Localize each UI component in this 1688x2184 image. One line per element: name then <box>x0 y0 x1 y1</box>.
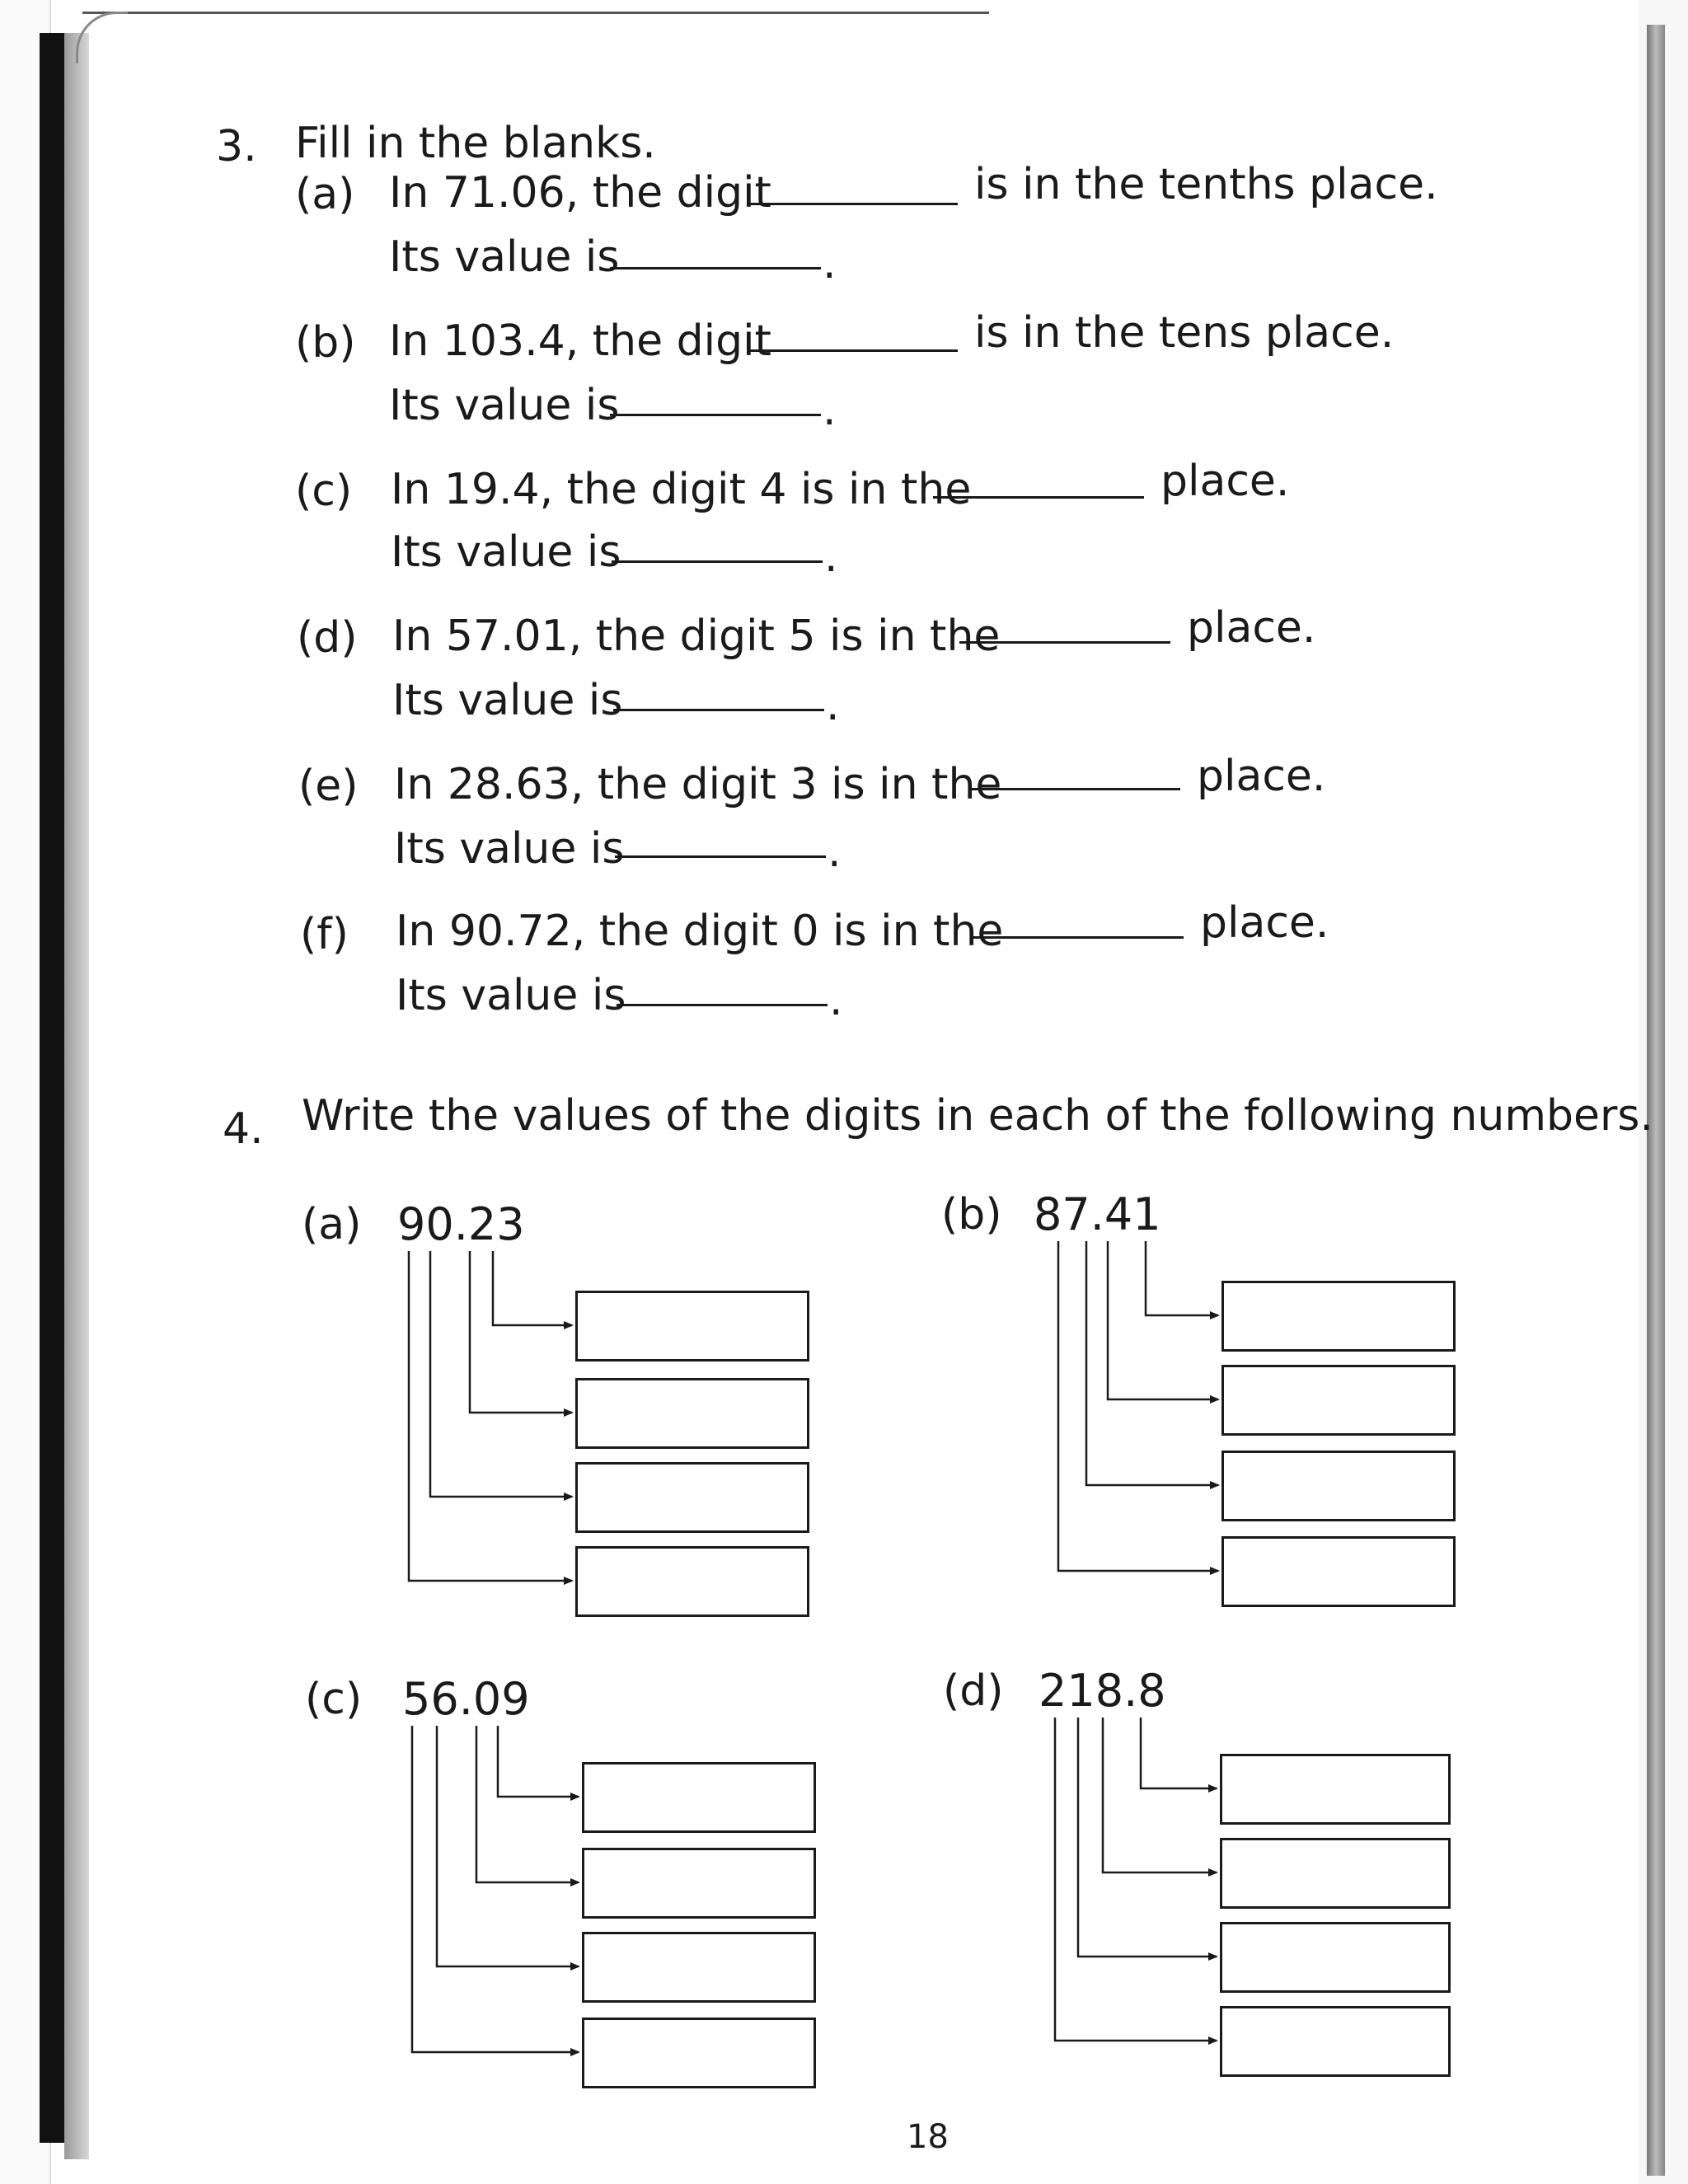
q3e-text-end: place. <box>1197 752 1326 801</box>
q3a-value-label: Its value is <box>389 232 620 282</box>
q3b-text: In 103.4, the digit <box>389 316 771 366</box>
q3d-label: (d) <box>297 613 358 663</box>
q4a-answer-box-4[interactable] <box>575 1546 809 1617</box>
q3d-place-blank[interactable] <box>959 641 1170 644</box>
q4b-answer-box-1[interactable] <box>1221 1281 1456 1352</box>
q4d-answer-box-3[interactable] <box>1220 1922 1451 1993</box>
q3c-label: (c) <box>295 466 353 516</box>
q3d-period: . <box>826 681 840 730</box>
q4d-answer-box-4[interactable] <box>1220 2006 1451 2077</box>
q4b-label: (b) <box>941 1190 1002 1240</box>
q4d-answer-box-1[interactable] <box>1220 1754 1451 1825</box>
q4c-number: 56.09 <box>402 1673 530 1725</box>
q4a-number: 90.23 <box>397 1198 525 1250</box>
q3a-digit-blank[interactable] <box>747 203 958 205</box>
q3c-text: In 19.4, the digit 4 is in the <box>391 465 972 514</box>
scan-top-edge <box>82 12 989 14</box>
q3a-text-end: is in the tenths place. <box>974 160 1438 209</box>
q3d-value-blank[interactable] <box>613 709 824 711</box>
q3a-label: (a) <box>295 170 355 219</box>
q3c-period: . <box>824 532 838 582</box>
q3f-text-end: place. <box>1200 898 1329 948</box>
q4c-answer-box-3[interactable] <box>582 1932 816 2003</box>
q3b-text-end: is in the tens place. <box>974 308 1395 358</box>
q3e-place-blank[interactable] <box>969 788 1180 790</box>
q4c-label: (c) <box>305 1675 363 1724</box>
q3b-value-label: Its value is <box>389 381 620 430</box>
q3f-period: . <box>829 976 843 1025</box>
q4a-answer-box-1[interactable] <box>575 1291 809 1361</box>
q3-instruction: Fill in the blanks. <box>295 119 656 168</box>
q4a-label: (a) <box>302 1200 362 1249</box>
q3c-text-end: place. <box>1160 457 1290 506</box>
q4d-label: (d) <box>943 1666 1004 1716</box>
q4d-number: 218.8 <box>1039 1665 1166 1717</box>
q4d-answer-box-2[interactable] <box>1220 1838 1451 1909</box>
q3f-value-label: Its value is <box>396 971 626 1020</box>
q3a-period: . <box>823 239 837 288</box>
q3d-text: In 57.01, the digit 5 is in the <box>392 612 1001 661</box>
q3e-value-blank[interactable] <box>615 855 826 858</box>
q3f-place-blank[interactable] <box>973 936 1184 939</box>
page-corner <box>76 12 128 63</box>
q4b-answer-box-3[interactable] <box>1221 1451 1456 1521</box>
q4c-diagram <box>302 1675 829 2103</box>
q3e-period: . <box>828 827 842 877</box>
q4b-number: 87.41 <box>1034 1188 1161 1240</box>
q4-number: 4. <box>223 1104 264 1154</box>
scan-binding-edge <box>0 0 51 2184</box>
page-number: 18 <box>907 2118 949 2156</box>
q4a-answer-box-3[interactable] <box>575 1462 809 1533</box>
q3c-value-label: Its value is <box>391 527 621 577</box>
q3d-text-end: place. <box>1187 603 1316 653</box>
q3d-value-label: Its value is <box>392 676 623 725</box>
q3e-text: In 28.63, the digit 3 is in the <box>394 760 1002 809</box>
q4b-answer-box-4[interactable] <box>1221 1536 1456 1607</box>
q4c-answer-box-1[interactable] <box>582 1762 816 1833</box>
q4b-answer-box-2[interactable] <box>1221 1365 1456 1436</box>
q3e-label: (e) <box>298 762 359 811</box>
q3b-digit-blank[interactable] <box>747 349 958 352</box>
q3c-value-blank[interactable] <box>612 560 823 563</box>
q3c-place-blank[interactable] <box>933 496 1144 499</box>
q3e-value-label: Its value is <box>394 824 625 874</box>
q4a-answer-box-2[interactable] <box>575 1378 809 1449</box>
q4-instruction: Write the values of the digits in each of the following numbers. <box>302 1091 1654 1141</box>
q4b-diagram <box>936 1190 1464 1619</box>
q4a-diagram <box>297 1200 824 1629</box>
q4c-answer-box-2[interactable] <box>582 1848 816 1919</box>
q3b-period: . <box>823 386 837 435</box>
q3f-value-blank[interactable] <box>617 1004 828 1006</box>
q4c-answer-box-4[interactable] <box>582 2018 816 2088</box>
q3f-label: (f) <box>300 910 349 959</box>
q4d-diagram <box>940 1666 1467 2095</box>
q3b-label: (b) <box>295 318 356 368</box>
q3a-text: In 71.06, the digit <box>389 168 771 218</box>
q3a-value-blank[interactable] <box>610 267 821 269</box>
q3-number: 3. <box>216 122 257 171</box>
q3b-value-blank[interactable] <box>610 414 821 416</box>
q3f-text: In 90.72, the digit 0 is in the <box>396 907 1004 956</box>
